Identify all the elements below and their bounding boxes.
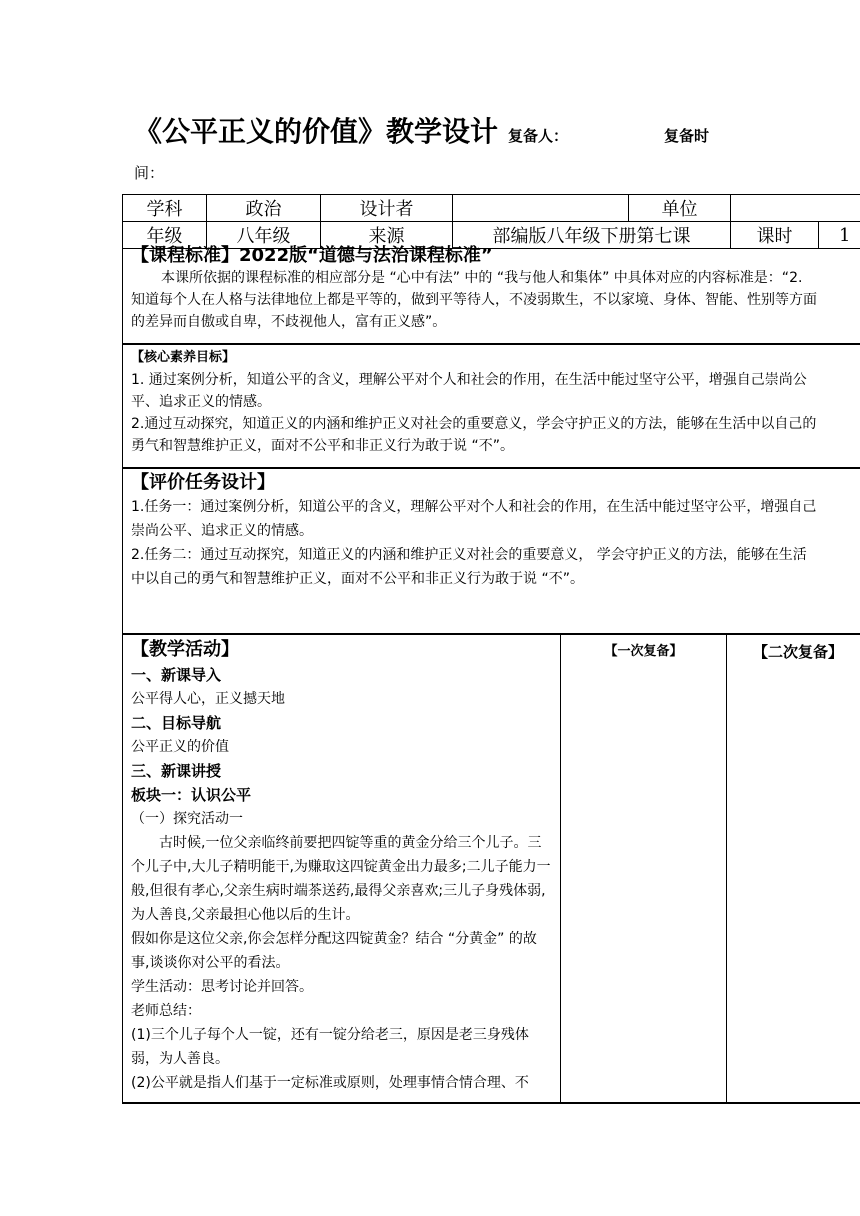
section-goals: 二、目标导航 [131,714,222,732]
subject-label: 学科 [123,195,207,222]
student-activity: 学生活动：思考讨论并回答。 [131,979,313,995]
evaluation-line: 2.任务二：通过互动探究，知道正义的内涵和维护正义对社会的重要意义， 学会守护正义的方法，能够在生活 [131,547,807,563]
curriculum-line: 知道每个人在人格与法律地位上都是平等的，做到平等待人，不凌弱欺生，不以家境、身体、智能、性别等方面 [131,292,817,308]
section-lecture: 三、新课讲授 [131,762,222,780]
first-review-heading: 【一次复备】 [604,644,683,659]
activity-column [123,635,561,1102]
core-line: 2.通过互动探究，知道正义的内涵和维护正义对社会的重要意义，学会守护正义的方法，能够在生活中以自己的 [131,416,817,432]
unit-value [731,195,860,222]
intro-text: 公平得人心，正义撼天地 [131,691,285,707]
title-line [134,110,709,150]
block-heading: 板块一：认识公平 [131,786,252,804]
curriculum-line: 的差异而自傲或自卑，不歧视他人，富有正义感”。 [131,314,447,330]
designer-value [453,195,629,222]
first-review-column [561,635,727,1102]
info-row [123,195,860,222]
core-line: 1. 通过案例分析，知道公平的含义，理解公平对个人和社会的作用，在生活中能过坚守公平，增强自己崇尚公 [131,372,807,388]
evaluation-line: 中以自己的勇气和智慧维护正义，面对不公平和非正义行为敢于说 “不”。 [131,571,584,587]
subject-value: 政治 [207,195,321,222]
summary-point: (1)三个儿子每个人一锭，还有一锭分给老三，原因是老三身残体弱，为人善良。 [131,1027,529,1067]
source-label: 来源 [321,222,453,249]
period-label: 课时 [731,222,819,249]
curriculum-section [122,244,860,344]
core-line: 平、追求正义的情感。 [131,394,271,410]
second-review-heading: 【二次复备】 [753,643,844,661]
question-paragraph: 假如你是这位父亲,你会怎样分配这四锭黄金？结合 “分黄金” 的故事,谈谈你对公平的看法。 [131,931,537,971]
section-intro: 一、新课导入 [131,666,222,684]
story-paragraph: 古时候,一位父亲临终前要把四锭等重的黄金分给三个儿子。三个儿子中,大儿子精明能干,为赚取这四锭黄金出力最多;二儿子能力一般,但很有孝心,父亲生病时端茶送药,最得父亲喜欢;三儿子身残体弱,为人善良,父亲最担心他以后的生计。 [131,835,551,923]
info-table [122,194,860,249]
prep-time-label-cont: 间： [134,164,165,182]
goals-text: 公平正义的价值 [131,739,229,755]
document-title: 《公平正义的价值》教学设计 [134,115,499,148]
curriculum-line: 本课所依据的课程标准的相应部分是 “心中有法” 中的 “我与他人和集体” 中具体对应的内容标准是：“2. [161,270,803,286]
evaluation-heading: 【评价任务设计】 [131,472,275,493]
evaluation-line: 1.任务一：通过案例分析，知道公平的含义，理解公平对个人和社会的作用，在生活中能过坚守公平，增强自己 [131,499,817,515]
curriculum-heading: 【课程标准】2022版“道德与法治课程标准” [131,245,493,266]
period-value: 1 [819,222,860,249]
preparer-label: 复备人： [508,127,569,145]
source-value: 部编版八年级下册第七课 [453,222,731,249]
grade-label: 年级 [123,222,207,249]
prep-time-label: 复备时 [664,127,710,145]
activity-heading: 【教学活动】 [131,639,239,660]
core-heading: 【核心素养目标】 [131,350,236,365]
grade-value: 八年级 [207,222,321,249]
core-section [122,344,860,468]
teacher-summary-label: 老师总结： [131,1003,201,1019]
explore-label: （一）探究活动一 [131,811,243,827]
core-line: 勇气和智慧维护正义，面对不公平和非正义行为敢于说 “不”。 [131,438,514,454]
designer-label: 设计者 [321,195,453,222]
evaluation-line: 崇尚公平、追求正义的情感。 [131,523,313,539]
second-review-column [727,635,860,1102]
activity-table [122,634,860,1104]
summary-point: (2)公平就是指人们基于一定标准或原则，处理事情合情合理、不 [131,1075,529,1091]
evaluation-section [122,468,860,634]
unit-label: 单位 [629,195,731,222]
